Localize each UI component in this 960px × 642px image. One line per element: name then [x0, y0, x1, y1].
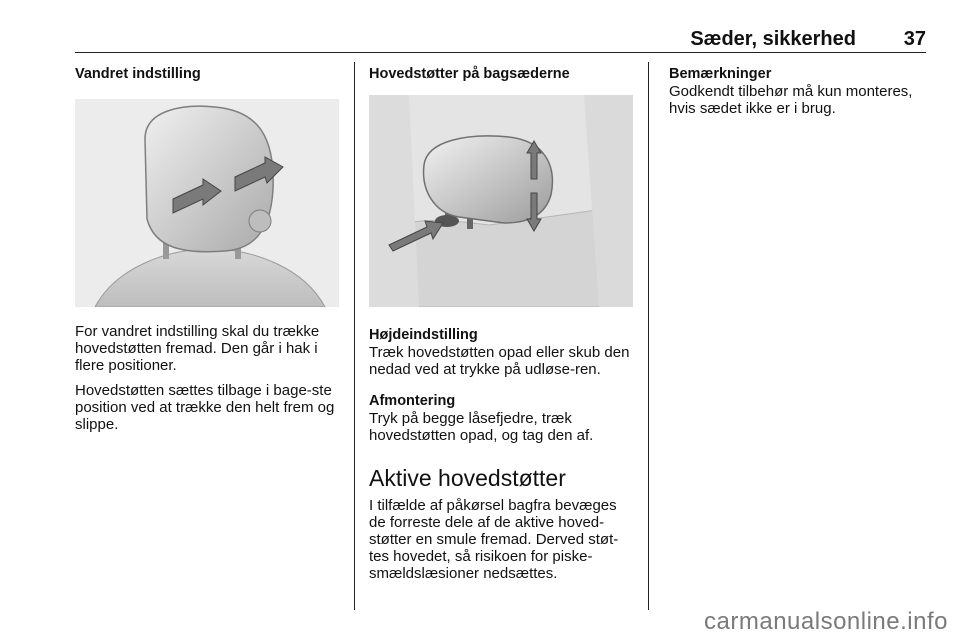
section-heading-height: Højdeindstilling — [369, 327, 478, 343]
column-1 — [75, 66, 345, 433]
page-title: Sæder, sikkerhed — [690, 28, 856, 50]
paragraph: Hovedstøtten sættes tilbage i bage-ste position ved at trække den helt frem og slippe. — [75, 382, 335, 433]
page-header — [75, 28, 926, 53]
paragraph: I tilfælde af påkørsel bagfra bevæges de forreste dele af de aktive hoved-støtter en smule fremad. Derved støt-tes hovedet, så risikoen for piske-smældslæsioner nedsættes. — [369, 497, 619, 582]
section-heading-notes: Bemærkninger — [669, 66, 772, 82]
front-headrest-horizontal-adjust-illustration — [75, 99, 339, 307]
column-divider-1 — [354, 62, 355, 610]
page-number: 37 — [903, 28, 926, 50]
paragraph: Tryk på begge låsefjedre, træk hovedstøtten opad, og tag den af. — [369, 410, 594, 444]
section-heading-removal: Afmontering — [369, 393, 456, 409]
paragraph: Træk hovedstøtten opad eller skub den nedad ved at trykke på udløse-ren. — [369, 344, 630, 378]
paragraph: For vandret indstilling skal du trække hovedstøtten fremad. Den går i hak i flere positioner. — [75, 323, 320, 374]
section-heading-active-headrests: Aktive hovedstøtter — [369, 465, 566, 491]
section-heading-rear-headrests: Hovedstøtter på bagsæderne — [369, 66, 570, 82]
column-3 — [669, 66, 929, 117]
watermark: carmanualsonline.info — [704, 608, 948, 635]
paragraph: Godkendt tilbehør må kun monteres, hvis sædet ikke er i brug. — [669, 83, 913, 117]
rear-headrest-height-adjust-illustration — [369, 95, 633, 307]
column-divider-2 — [648, 62, 649, 610]
column-2 — [369, 66, 637, 582]
section-heading-horizontal: Vandret indstilling — [75, 66, 201, 82]
